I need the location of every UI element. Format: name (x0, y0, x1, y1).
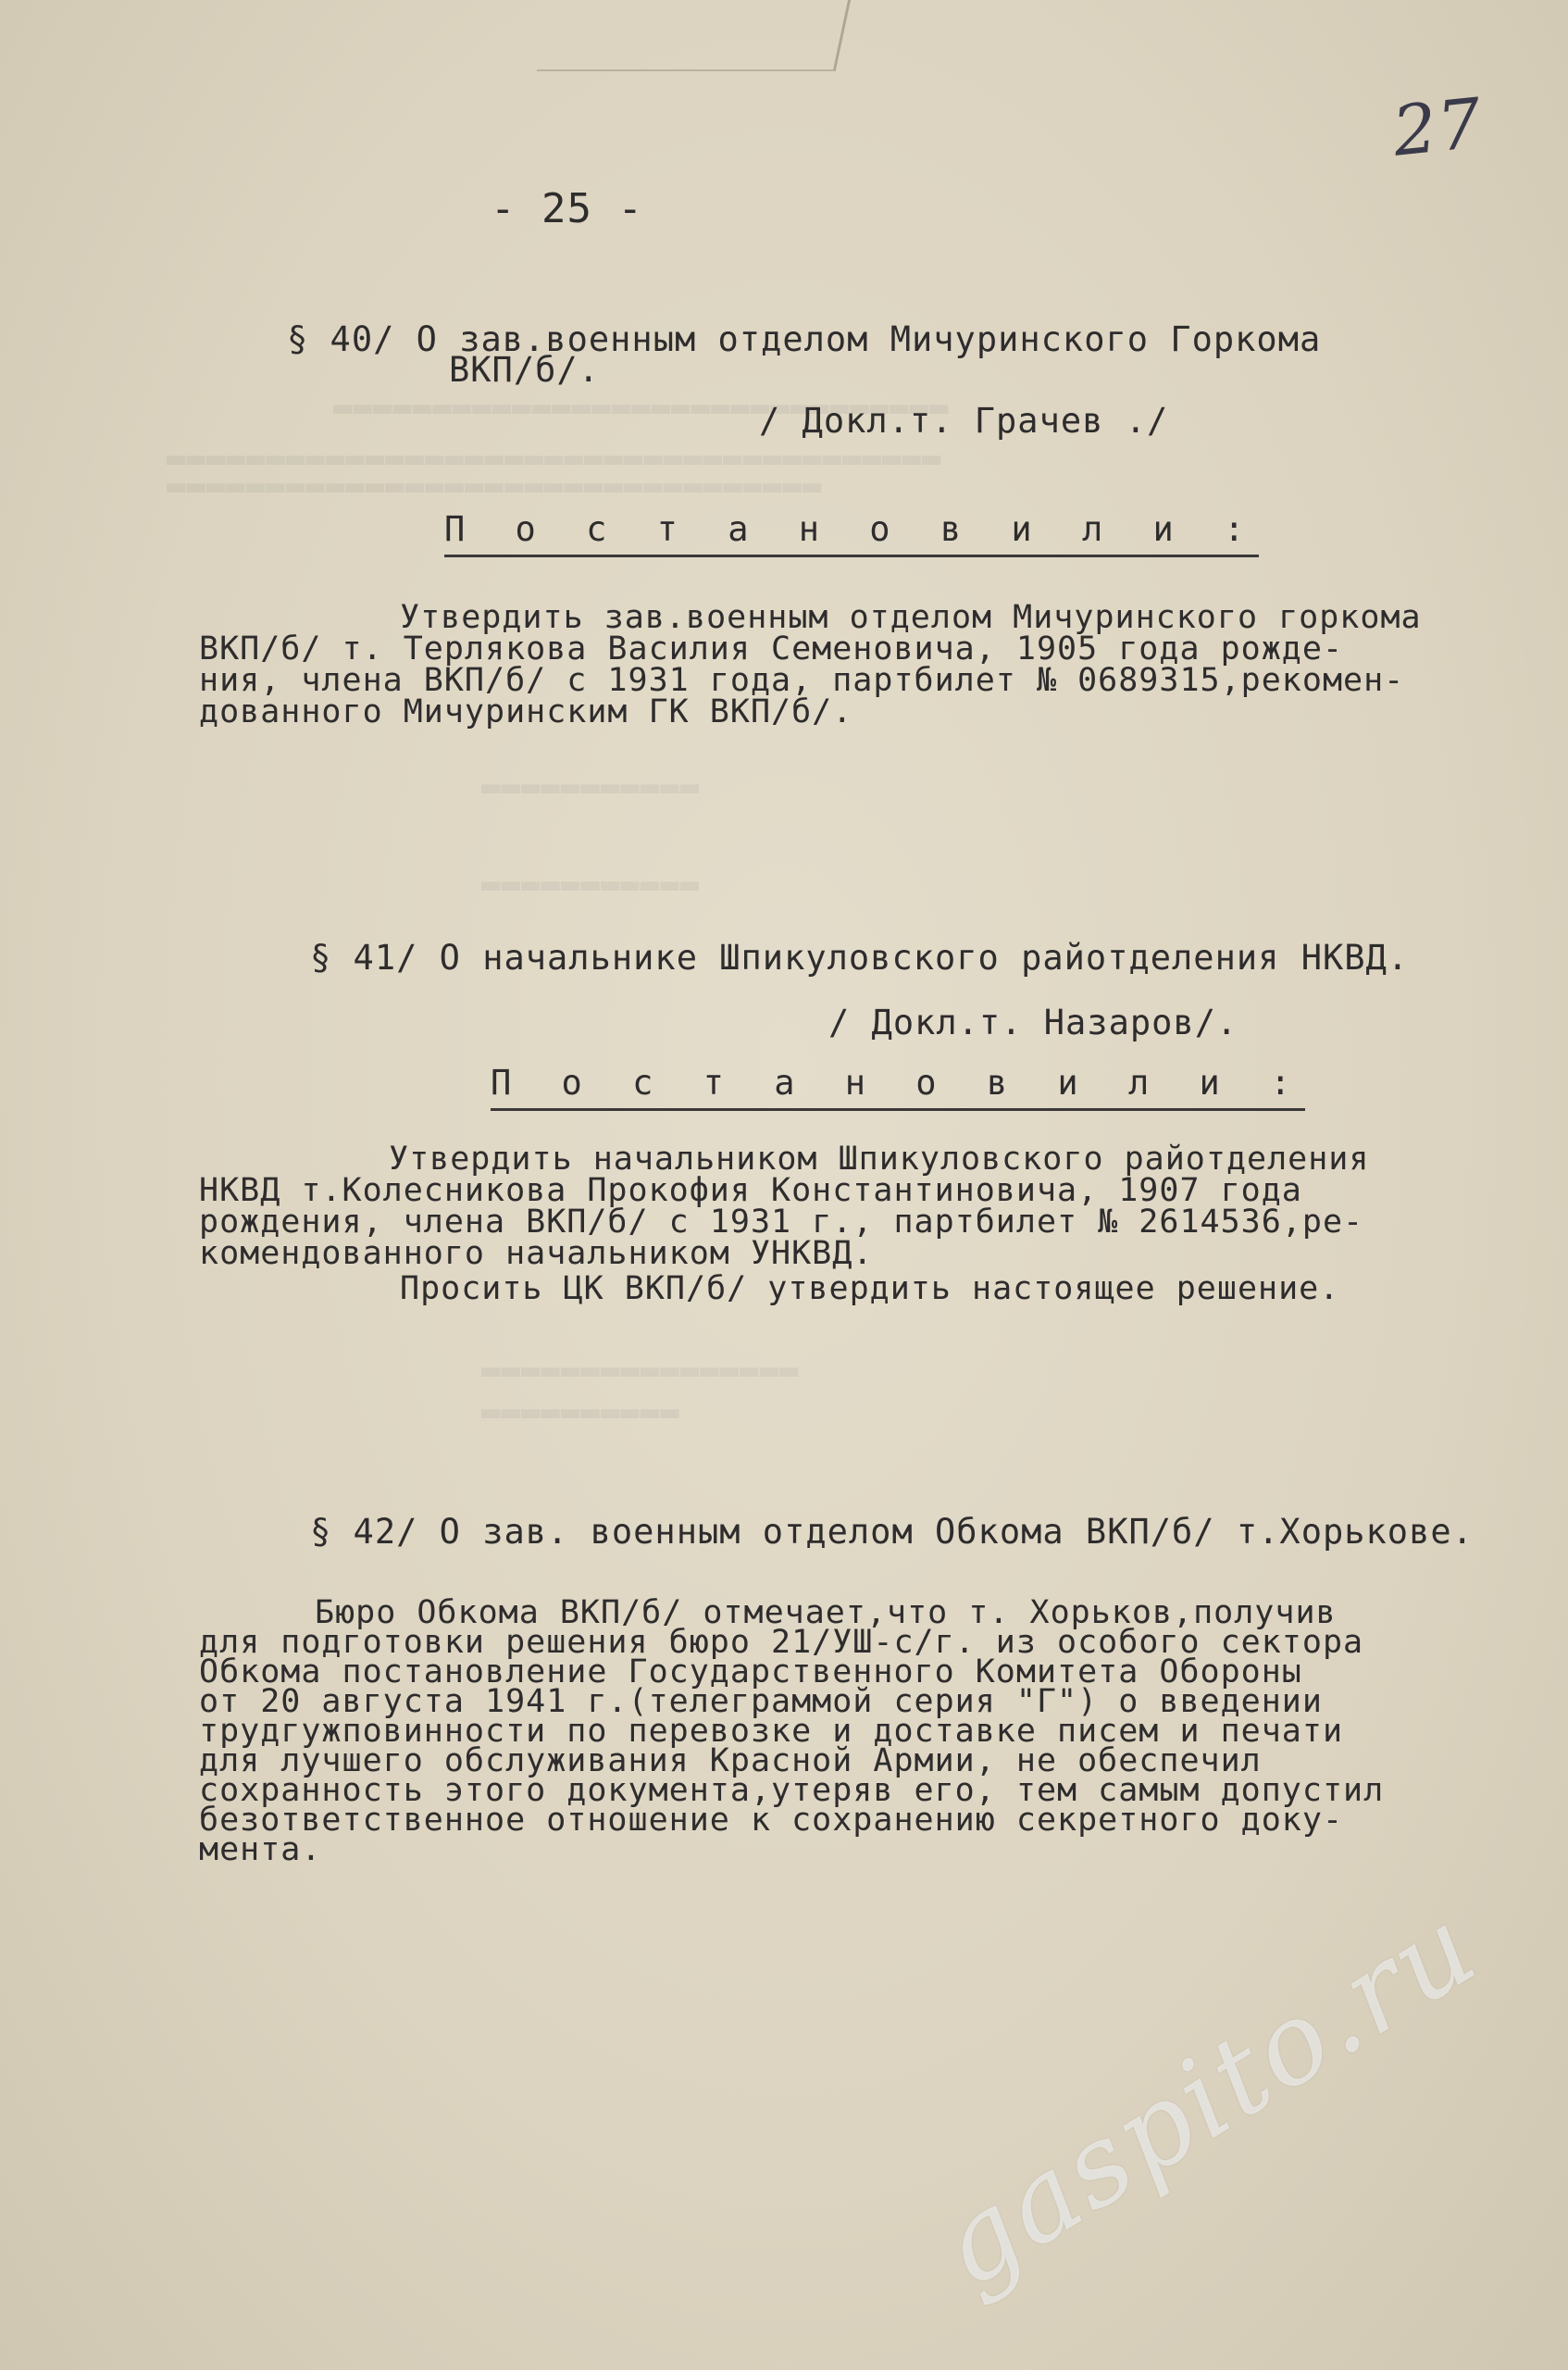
section-40-heading: § 40/ О зав.военным отделом Мичуринского Горкома (287, 319, 1322, 359)
section-40-body-line: ния, члена ВКП/б/ с 1931 года, партбилет № 0689315,рекомен- (199, 662, 1405, 699)
section-42-body-line: от 20 августа 1941 г.(телеграммой серия "Г") о введении (199, 1683, 1323, 1720)
bleed-through: ▬▬▬▬▬▬▬▬▬▬ (481, 1393, 680, 1430)
page-number: - 25 - (491, 185, 643, 232)
section-41-body-line: Просить ЦК ВКП/б/ утвердить настоящее решение. (400, 1270, 1340, 1307)
archive-page-number: 27 (1388, 83, 1487, 172)
section-42-body-line: для лучшего обслуживания Красной Армии, не обеспечил (199, 1742, 1262, 1779)
section-41-body-line: рождения, члена ВКП/б/ с 1931 г., партбилет № 2614536,ре- (199, 1204, 1364, 1241)
section-41-heading: § 41/ О начальнике Шпикуловского райотделения НКВД. (310, 938, 1410, 978)
watermark: gaspito.ru (916, 1881, 1500, 2313)
bleed-through: ▬▬▬▬▬▬▬▬▬▬▬▬▬▬▬▬ (481, 1352, 800, 1389)
bleed-through: ▬▬▬▬▬▬▬▬▬▬▬▬▬▬▬▬▬▬▬▬▬▬▬▬▬▬▬▬▬▬▬ (333, 389, 950, 426)
section-41-body-line: комендованного начальником УНКВД. (199, 1235, 874, 1272)
section-40-body-line: ВКП/б/ т. Терлякова Василия Семеновича, 1905 года рожде- (199, 630, 1344, 667)
section-42-body-line: безответственное отношение к сохранению секретного доку- (199, 1802, 1344, 1839)
bleed-through: ▬▬▬▬▬▬▬▬▬▬▬▬▬▬▬▬▬▬▬▬▬▬▬▬▬▬▬▬▬▬▬▬▬ (167, 468, 823, 505)
section-42-body-line: трудгужповинности по перевозке и доставке писем и печати (199, 1713, 1344, 1750)
section-42-body-line: для подготовки решения бюро 21/УШ-с/г. из особого сектора (199, 1624, 1364, 1661)
section-41-reporter: / Докл.т. Назаров/. (828, 1003, 1238, 1042)
folded-corner (537, 0, 855, 71)
section-41-body-line: НКВД т.Колесникова Прокофия Константиновича, 1907 года (199, 1172, 1302, 1209)
bleed-through: ▬▬▬▬▬▬▬▬▬▬▬ (481, 768, 701, 805)
section-40-body-line: Утвердить зав.военным отделом Мичуринского горкома (400, 599, 1422, 636)
section-42-body-line: Обкома постановление Государственного Комитета Обороны (199, 1653, 1302, 1690)
section-40-body-line: дованного Мичуринским ГК ВКП/б/. (199, 693, 853, 730)
section-40-heading-cont: ВКП/б/. (449, 350, 600, 390)
section-42-body-line: сохранность этого документа,утеряв его, тем самым допустил (199, 1772, 1385, 1809)
section-42-body-line: мента. (199, 1831, 322, 1868)
bleed-through: ▬▬▬▬▬▬▬▬▬▬▬▬▬▬▬▬▬▬▬▬▬▬▬▬▬▬▬▬▬▬▬▬▬▬▬▬▬▬▬ (167, 440, 942, 477)
section-41-body-line: Утвердить начальником Шпикуловского райотделения (389, 1141, 1370, 1178)
bleed-through: ▬▬▬▬▬▬▬▬▬▬▬ (481, 866, 701, 903)
section-42-heading: § 42/ О зав. военным отделом Обкома ВКП/б/ т.Хорькове. (310, 1512, 1474, 1552)
section-41-resolved-label: П о с т а н о в и л и : (491, 1063, 1305, 1111)
section-40-reporter: / Докл.т. Грачев ./ (759, 401, 1169, 441)
section-40-resolved-label: П о с т а н о в и л и : (444, 509, 1259, 557)
section-42-body-line: Бюро Обкома ВКП/б/ отмечает,что т. Хорьков,получив (315, 1594, 1337, 1631)
